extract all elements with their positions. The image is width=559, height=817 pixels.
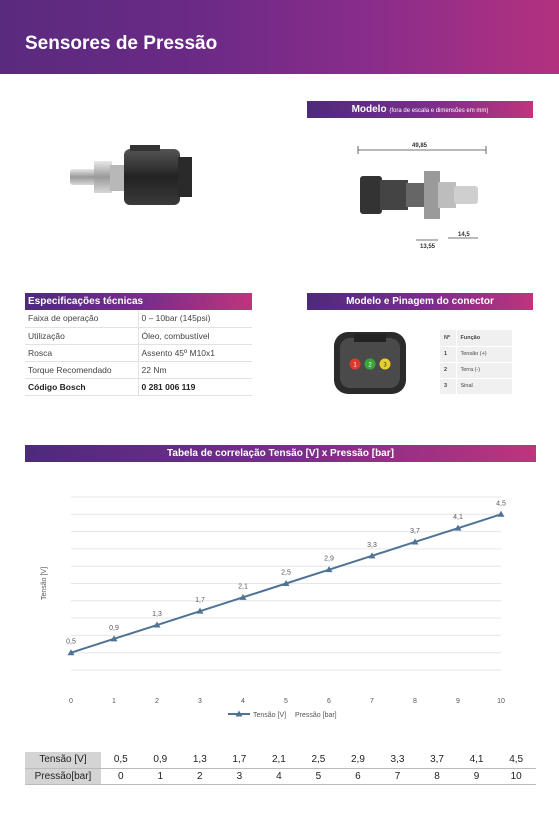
pin-header-number: Nº [440,330,456,346]
legend-label: Tensão [V] [253,712,287,719]
sensor-photo [60,135,260,225]
table-cell: 2,1 [259,752,299,768]
table-row [25,768,536,784]
table-cell: 1 [141,768,181,784]
table-cell: 1,3 [180,752,220,768]
table-cell: 3,7 [417,752,457,768]
table-cell: 6 [338,768,378,784]
table-cell: 5 [299,768,339,784]
data-label: 4,1 [453,514,463,522]
data-label: 2,1 [238,583,248,591]
pin-number: 2 [368,362,372,369]
spec-key: Código Bosch [25,378,138,395]
table-cell: 1,7 [220,752,260,768]
pin-number: 2 [440,362,456,378]
spec-key: Faixa de operação [25,310,138,327]
table-cell: 10 [496,768,536,784]
table-cell: 7 [378,768,418,784]
pin-header-function: Função [456,330,512,346]
table-row [25,361,252,378]
spec-value: 22 Nm [138,361,252,378]
chart-title: Tabela de correlação Tensão [V] x Pressão [bar] [167,448,394,459]
dim-hex: 13,55 [420,244,436,250]
row-label: Pressão[bar] [25,768,101,784]
table-row [25,344,252,361]
connector-section-bar [307,293,533,310]
spec-value: Assento 45º M10x1 [138,344,252,361]
pin-number: 1 [353,362,357,369]
model-title: Modelo [351,104,387,115]
x-tick-label: 0 [69,698,73,705]
table-cell: 3 [220,768,260,784]
table-cell: 2 [180,768,220,784]
page-header [0,0,559,74]
correlation-table [25,752,536,785]
spec-key: Torque Recomendado [25,361,138,378]
chart-section-bar [25,445,536,462]
table-row [25,752,536,768]
specs-title: Especificações técnicas [28,296,144,307]
spec-value: 0 – 10bar (145psi) [138,310,252,327]
specs-table [25,310,252,396]
table-cell: 2,9 [338,752,378,768]
x-tick-label: 5 [284,698,288,705]
data-label: 0,5 [66,638,76,646]
table-cell: 9 [457,768,497,784]
table-cell: 0 [101,768,141,784]
table-row [25,310,252,327]
table-row [25,327,252,344]
pin-number: 3 [440,378,456,394]
x-tick-label: 6 [327,698,331,705]
table-cell: 4,5 [496,752,536,768]
table-row [25,378,252,395]
model-drawing [350,128,510,253]
x-tick-label: 3 [198,698,202,705]
x-tick-label: 7 [370,698,374,705]
x-tick-label: 9 [456,698,460,705]
page-title: Sensores de Pressão [25,33,218,54]
x-tick-label: 1 [112,698,116,705]
table-row [440,362,512,378]
table-row [440,346,512,362]
table-cell: 8 [417,768,457,784]
row-label: Tensão [V] [25,752,101,768]
data-label: 3,3 [367,541,377,549]
voltage-pressure-chart [38,485,528,725]
model-note: (fora de escala e dimensões em mm) [389,108,489,114]
data-label: 2,9 [324,555,334,563]
pin-function: Terra (-) [456,362,512,378]
pin-function: Sinal [456,378,512,394]
data-label: 4,5 [496,500,506,508]
spec-key: Rosca [25,344,138,361]
table-cell: 2,5 [299,752,339,768]
connector-title: Modelo e Pinagem do conector [346,296,494,307]
spec-value: 0 281 006 119 [138,378,252,395]
pin-function: Tensão (+) [456,346,512,362]
x-tick-label: 8 [413,698,417,705]
spec-value: Óleo, combustível [138,327,252,344]
pin-number: 3 [383,362,387,369]
data-label: 2,5 [281,569,291,577]
table-cell: 4 [259,768,299,784]
y-axis-label: Tensão [V] [41,566,48,601]
table-cell: 4,1 [457,752,497,768]
table-row [440,378,512,394]
connector-image [330,322,410,402]
specs-section-bar [25,293,252,310]
dim-overall: 49,85 [412,143,428,149]
data-label: 1,7 [195,597,205,605]
table-row [440,330,512,346]
data-label: 0,9 [109,624,119,632]
x-tick-label: 10 [497,698,505,705]
x-tick-label: 2 [155,698,159,705]
data-point [498,511,505,517]
x-tick-label: 4 [241,698,245,705]
legend-label: Pressão [bar] [295,712,337,719]
spec-key: Utilização [25,327,138,344]
table-cell: 0,9 [141,752,181,768]
data-label: 3,7 [410,527,420,535]
data-label: 1,3 [152,611,162,619]
table-cell: 0,5 [101,752,141,768]
dim-thread: 14,5 [458,232,470,238]
model-section-bar [307,101,533,118]
pin-number: 1 [440,346,456,362]
pinout-table [440,330,512,395]
table-cell: 3,3 [378,752,418,768]
